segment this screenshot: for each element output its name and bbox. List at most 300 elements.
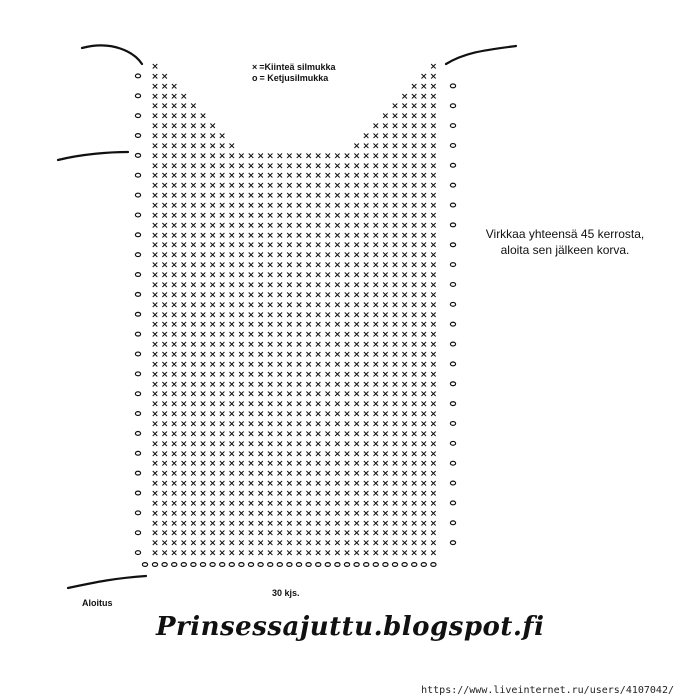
single-crochet-mark: × [362, 479, 370, 490]
single-crochet-mark: × [429, 359, 438, 370]
single-crochet-mark: × [276, 389, 284, 400]
single-crochet-mark: × [160, 131, 169, 142]
single-crochet-mark: × [304, 191, 313, 202]
single-crochet-mark: × [208, 201, 217, 212]
single-crochet-mark: × [420, 131, 428, 142]
foundation-chain-mark [210, 563, 215, 567]
single-crochet-mark: × [247, 538, 255, 549]
single-crochet-mark: × [410, 111, 418, 122]
single-crochet-mark: × [381, 409, 390, 420]
single-crochet-mark: × [237, 220, 246, 231]
single-crochet-mark: × [160, 409, 169, 420]
legend-label: = Ketjusilmukka [259, 73, 329, 83]
single-crochet-mark: × [256, 518, 265, 529]
single-crochet-mark: × [391, 300, 399, 311]
single-crochet-mark: × [410, 498, 418, 509]
single-crochet-mark: × [276, 250, 284, 261]
single-crochet-mark: × [314, 498, 322, 509]
single-crochet-mark: × [228, 359, 236, 370]
single-crochet-mark: × [295, 439, 303, 450]
single-crochet-mark: × [247, 399, 255, 410]
single-crochet-mark: × [362, 220, 370, 231]
single-crochet-mark: × [304, 548, 313, 559]
single-crochet-mark: × [333, 230, 342, 241]
single-crochet-mark: × [285, 538, 294, 549]
single-crochet-mark: × [410, 320, 418, 331]
single-crochet-mark: × [429, 171, 438, 182]
single-crochet-mark: × [333, 528, 342, 539]
single-crochet-mark: × [151, 300, 159, 311]
single-crochet-mark: × [247, 369, 255, 380]
single-crochet-mark: × [400, 518, 409, 529]
single-crochet-mark: × [256, 191, 265, 202]
single-crochet-mark: × [218, 270, 226, 281]
single-crochet-mark: × [228, 369, 236, 380]
single-crochet-mark: × [352, 330, 361, 341]
single-crochet-mark: × [208, 260, 217, 271]
single-crochet-mark: × [429, 62, 438, 72]
single-crochet-mark: × [228, 340, 236, 351]
single-crochet-mark: × [285, 479, 294, 490]
single-crochet-mark: × [391, 449, 399, 460]
single-crochet-mark: × [333, 439, 342, 450]
single-crochet-mark: × [304, 201, 313, 212]
instruction-text [470, 226, 660, 258]
single-crochet-mark: × [180, 409, 188, 420]
single-crochet-mark: × [276, 320, 284, 331]
single-crochet-mark: × [304, 449, 313, 460]
single-crochet-mark: × [372, 290, 380, 301]
single-crochet-mark: × [381, 548, 390, 559]
single-crochet-mark: × [189, 250, 198, 261]
single-crochet-mark: × [276, 548, 284, 559]
single-crochet-mark: × [208, 121, 217, 132]
single-crochet-mark: × [189, 349, 198, 360]
single-crochet-mark: × [410, 439, 418, 450]
foundation-chain-mark [325, 563, 330, 567]
single-crochet-mark: × [324, 548, 332, 559]
single-crochet-mark: × [228, 399, 236, 410]
single-crochet-mark: × [400, 310, 409, 321]
single-crochet-mark: × [343, 498, 351, 509]
single-crochet-mark: × [304, 220, 313, 231]
single-crochet-mark: × [391, 210, 399, 221]
single-crochet-mark: × [333, 191, 342, 202]
single-crochet-mark: × [295, 220, 303, 231]
single-crochet-mark: × [160, 399, 169, 410]
single-crochet-mark: × [410, 240, 418, 251]
foundation-chain-mark [181, 563, 186, 567]
single-crochet-mark: × [420, 240, 428, 251]
single-crochet-mark: × [324, 300, 332, 311]
single-crochet-mark: × [400, 389, 409, 400]
single-crochet-mark: × [228, 201, 236, 212]
single-crochet-mark: × [352, 310, 361, 321]
single-crochet-mark: × [276, 260, 284, 271]
single-crochet-mark: × [372, 459, 380, 470]
single-crochet-mark: × [333, 508, 342, 519]
single-crochet-mark: × [352, 548, 361, 559]
single-crochet-mark: × [381, 498, 390, 509]
single-crochet-mark: × [218, 220, 226, 231]
single-crochet-mark: × [381, 459, 390, 470]
single-crochet-mark: × [362, 191, 370, 202]
single-crochet-mark: × [343, 359, 351, 370]
single-crochet-mark: × [362, 201, 370, 212]
single-crochet-mark: × [276, 280, 284, 291]
single-crochet-mark: × [343, 389, 351, 400]
single-crochet-mark: × [276, 300, 284, 311]
single-crochet-mark: × [295, 191, 303, 202]
single-crochet-mark: × [372, 409, 380, 420]
single-crochet-mark: × [247, 290, 255, 301]
single-crochet-mark: × [180, 290, 188, 301]
foundation-chain-mark [277, 563, 282, 567]
single-crochet-mark: × [343, 439, 351, 450]
single-crochet-mark: × [314, 349, 322, 360]
single-crochet-mark: × [208, 429, 217, 440]
single-crochet-mark: × [151, 81, 159, 92]
single-crochet-mark: × [362, 389, 370, 400]
turning-chain-right [450, 362, 455, 366]
single-crochet-mark: × [170, 111, 178, 122]
foundation-chain-mark [335, 563, 340, 567]
single-crochet-mark: × [391, 220, 399, 231]
single-crochet-mark: × [237, 320, 246, 331]
single-crochet-mark: × [343, 479, 351, 490]
single-crochet-mark: × [218, 310, 226, 321]
single-crochet-mark: × [199, 518, 207, 529]
single-crochet-mark: × [429, 310, 438, 321]
single-crochet-mark: × [285, 340, 294, 351]
single-crochet-mark: × [208, 359, 217, 370]
single-crochet-mark: × [314, 340, 322, 351]
single-crochet-mark: × [256, 389, 265, 400]
single-crochet-mark: × [352, 459, 361, 470]
single-crochet-mark: × [420, 399, 428, 410]
single-crochet-mark: × [372, 419, 380, 430]
single-crochet-mark: × [314, 409, 322, 420]
single-crochet-mark: × [170, 548, 178, 559]
single-crochet-mark: × [391, 469, 399, 480]
single-crochet-mark: × [228, 260, 236, 271]
single-crochet-mark: × [420, 548, 428, 559]
turning-chain-left [135, 253, 140, 257]
single-crochet-mark: × [295, 201, 303, 212]
single-crochet-mark: × [160, 161, 169, 172]
single-crochet-mark: × [352, 290, 361, 301]
single-crochet-mark: × [324, 508, 332, 519]
single-crochet-mark: × [228, 439, 236, 450]
single-crochet-mark: × [420, 121, 428, 132]
turning-chain-right [450, 382, 455, 386]
single-crochet-mark: × [295, 528, 303, 539]
single-crochet-mark: × [362, 439, 370, 450]
single-crochet-mark: × [410, 330, 418, 341]
single-crochet-mark: × [410, 449, 418, 460]
single-crochet-mark: × [151, 379, 159, 390]
single-crochet-mark: × [324, 349, 332, 360]
single-crochet-mark: × [324, 459, 332, 470]
turning-chain-left [135, 193, 140, 197]
single-crochet-mark: × [400, 340, 409, 351]
single-crochet-mark: × [151, 439, 159, 450]
turning-chain-right [450, 203, 455, 207]
single-crochet-mark: × [228, 230, 236, 241]
single-crochet-mark: × [208, 528, 217, 539]
single-crochet-mark: × [420, 300, 428, 311]
single-crochet-mark: × [256, 459, 265, 470]
single-crochet-mark: × [410, 181, 418, 192]
single-crochet-mark: × [429, 260, 438, 271]
single-crochet-mark: × [208, 300, 217, 311]
single-crochet-mark: × [420, 369, 428, 380]
single-crochet-mark: × [381, 260, 390, 271]
turning-chain-left [135, 332, 140, 336]
single-crochet-mark: × [410, 469, 418, 480]
single-crochet-mark: × [160, 300, 169, 311]
foundation-chain-mark [172, 563, 177, 567]
single-crochet-mark: × [237, 161, 246, 172]
single-crochet-mark: × [247, 488, 255, 499]
single-crochet-mark: × [151, 330, 159, 341]
single-crochet-mark: × [429, 71, 438, 82]
single-crochet-mark: × [429, 210, 438, 221]
single-crochet-mark: × [333, 379, 342, 390]
single-crochet-mark: × [247, 191, 255, 202]
turning-chain-left [135, 432, 140, 436]
single-crochet-mark: × [372, 528, 380, 539]
single-crochet-mark: × [324, 379, 332, 390]
single-crochet-mark: × [151, 349, 159, 360]
oval-icon: o [252, 73, 258, 83]
single-crochet-mark: × [343, 429, 351, 440]
single-crochet-mark: × [372, 359, 380, 370]
single-crochet-mark: × [276, 429, 284, 440]
single-crochet-mark: × [343, 488, 351, 499]
single-crochet-mark: × [410, 151, 418, 162]
single-crochet-mark: × [314, 528, 322, 539]
single-crochet-mark: × [420, 181, 428, 192]
single-crochet-mark: × [208, 181, 217, 192]
single-crochet-mark: × [429, 419, 438, 430]
single-crochet-mark: × [151, 369, 159, 380]
single-crochet-mark: × [189, 320, 198, 331]
turning-chain-left [135, 372, 140, 376]
single-crochet-mark: × [160, 429, 169, 440]
single-crochet-mark: × [391, 349, 399, 360]
single-crochet-mark: × [199, 111, 207, 122]
single-crochet-mark: × [381, 349, 390, 360]
single-crochet-mark: × [362, 449, 370, 460]
single-crochet-mark: × [362, 399, 370, 410]
single-crochet-mark: × [333, 369, 342, 380]
single-crochet-mark: × [160, 101, 169, 112]
single-crochet-mark: × [247, 528, 255, 539]
single-crochet-mark: × [218, 131, 226, 142]
single-crochet-mark: × [372, 151, 380, 162]
single-crochet-mark: × [256, 349, 265, 360]
single-crochet-mark: × [324, 439, 332, 450]
single-crochet-mark: × [391, 270, 399, 281]
single-crochet-mark: × [420, 191, 428, 202]
single-crochet-mark: × [343, 310, 351, 321]
single-crochet-mark: × [372, 310, 380, 321]
single-crochet-mark: × [151, 508, 159, 519]
single-crochet-mark: × [266, 498, 274, 509]
single-crochet-mark: × [170, 101, 178, 112]
single-crochet-mark: × [391, 310, 399, 321]
single-crochet-mark: × [218, 359, 226, 370]
single-crochet-mark: × [391, 111, 399, 122]
turning-chain-left [135, 213, 140, 217]
single-crochet-mark: × [189, 548, 198, 559]
single-crochet-mark: × [343, 300, 351, 311]
foundation-chain-mark [152, 563, 157, 567]
single-crochet-mark: × [180, 310, 188, 321]
single-crochet-mark: × [400, 220, 409, 231]
single-crochet-mark: × [314, 260, 322, 271]
single-crochet-mark: × [256, 260, 265, 271]
single-crochet-mark: × [429, 161, 438, 172]
turning-chain-left [135, 551, 140, 555]
single-crochet-mark: × [391, 538, 399, 549]
single-crochet-mark: × [256, 498, 265, 509]
single-crochet-mark: × [410, 389, 418, 400]
single-crochet-mark: × [256, 290, 265, 301]
single-crochet-mark: × [304, 498, 313, 509]
single-crochet-mark: × [247, 330, 255, 341]
single-crochet-mark: × [410, 429, 418, 440]
single-crochet-mark: × [285, 270, 294, 281]
single-crochet-mark: × [400, 151, 409, 162]
single-crochet-mark: × [160, 419, 169, 430]
single-crochet-mark: × [189, 141, 198, 152]
single-crochet-mark: × [314, 290, 322, 301]
single-crochet-mark: × [362, 538, 370, 549]
single-crochet-mark: × [391, 429, 399, 440]
single-crochet-mark: × [266, 220, 274, 231]
single-crochet-mark: × [180, 270, 188, 281]
single-crochet-mark: × [420, 429, 428, 440]
single-crochet-mark: × [381, 121, 390, 132]
single-crochet-mark: × [189, 270, 198, 281]
single-crochet-mark: × [199, 399, 207, 410]
single-crochet-mark: × [352, 449, 361, 460]
single-crochet-mark: × [151, 270, 159, 281]
single-crochet-mark: × [151, 71, 159, 82]
turning-chain-right [450, 441, 455, 445]
single-crochet-mark: × [420, 330, 428, 341]
single-crochet-mark: × [343, 250, 351, 261]
single-crochet-mark: × [429, 518, 438, 529]
single-crochet-mark: × [237, 469, 246, 480]
single-crochet-mark: × [391, 101, 399, 112]
single-crochet-mark: × [333, 488, 342, 499]
single-crochet-mark: × [429, 340, 438, 351]
turning-chain-right [450, 501, 455, 505]
single-crochet-mark: × [285, 359, 294, 370]
single-crochet-mark: × [372, 379, 380, 390]
single-crochet-mark: × [170, 479, 178, 490]
turning-chain-left [135, 94, 140, 98]
single-crochet-mark: × [352, 191, 361, 202]
single-crochet-mark: × [247, 201, 255, 212]
single-crochet-mark: × [160, 459, 169, 470]
single-crochet-mark: × [362, 518, 370, 529]
single-crochet-mark: × [372, 280, 380, 291]
single-crochet-mark: × [352, 429, 361, 440]
single-crochet-mark: × [276, 518, 284, 529]
single-crochet-mark: × [160, 488, 169, 499]
single-crochet-mark: × [324, 230, 332, 241]
single-crochet-mark: × [276, 469, 284, 480]
single-crochet-mark: × [208, 290, 217, 301]
single-crochet-mark: × [247, 210, 255, 221]
single-crochet-mark: × [429, 459, 438, 470]
single-crochet-mark: × [160, 320, 169, 331]
single-crochet-mark: × [285, 210, 294, 221]
single-crochet-mark: × [189, 488, 198, 499]
single-crochet-mark: × [304, 270, 313, 281]
single-crochet-mark: × [400, 439, 409, 450]
single-crochet-mark: × [429, 280, 438, 291]
single-crochet-mark: × [208, 250, 217, 261]
single-crochet-mark: × [170, 340, 178, 351]
single-crochet-mark: × [160, 479, 169, 490]
single-crochet-mark: × [352, 349, 361, 360]
single-crochet-mark: × [333, 409, 342, 420]
single-crochet-mark: × [180, 320, 188, 331]
single-crochet-mark: × [160, 498, 169, 509]
single-crochet-mark: × [285, 449, 294, 460]
single-crochet-mark: × [381, 141, 390, 152]
single-crochet-mark: × [352, 210, 361, 221]
single-crochet-mark: × [208, 419, 217, 430]
single-crochet-mark: × [362, 161, 370, 172]
single-crochet-mark: × [247, 250, 255, 261]
single-crochet-mark: × [400, 201, 409, 212]
single-crochet-mark: × [189, 479, 198, 490]
single-crochet-mark: × [199, 548, 207, 559]
single-crochet-mark: × [314, 518, 322, 529]
single-crochet-mark: × [266, 270, 274, 281]
single-crochet-mark: × [170, 439, 178, 450]
single-crochet-mark: × [381, 488, 390, 499]
single-crochet-mark: × [189, 210, 198, 221]
single-crochet-mark: × [160, 389, 169, 400]
single-crochet-mark: × [160, 141, 169, 152]
single-crochet-mark: × [285, 151, 294, 162]
single-crochet-mark: × [352, 439, 361, 450]
single-crochet-mark: × [285, 349, 294, 360]
single-crochet-mark: × [352, 270, 361, 281]
single-crochet-mark: × [189, 379, 198, 390]
single-crochet-mark: × [333, 201, 342, 212]
single-crochet-mark: × [199, 300, 207, 311]
single-crochet-mark: × [314, 320, 322, 331]
single-crochet-mark: × [151, 101, 159, 112]
single-crochet-mark: × [237, 518, 246, 529]
single-crochet-mark: × [189, 429, 198, 440]
single-crochet-mark: × [333, 340, 342, 351]
single-crochet-mark: × [160, 240, 169, 251]
single-crochet-mark: × [170, 320, 178, 331]
single-crochet-mark: × [333, 349, 342, 360]
single-crochet-mark: × [400, 210, 409, 221]
single-crochet-mark: × [247, 459, 255, 470]
turning-chain-right [450, 263, 455, 267]
